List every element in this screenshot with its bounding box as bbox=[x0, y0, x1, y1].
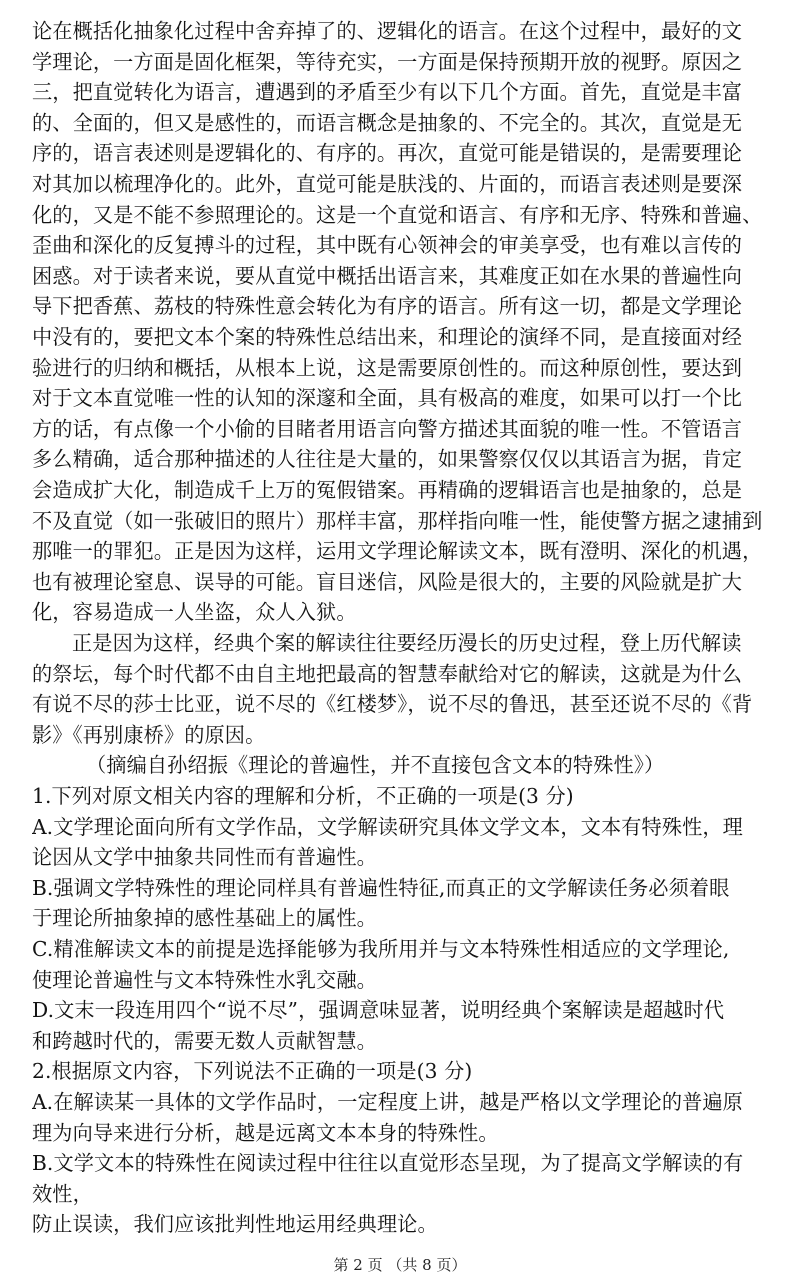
passage-line: 的祭坛，每个时代都不由自主地把最高的智慧奉献给对它的解读，这就是为什么 bbox=[32, 662, 743, 686]
question-1-option-line: C.精准解读文本的前提是选择能够为我所用并与文本特殊性相适应的文学理论, bbox=[32, 937, 730, 961]
passage-line: 方的话，有点像一个小偷的目睹者用语言向警方描述其面貌的唯一性。不管语言 bbox=[32, 417, 743, 441]
passage-line: 不及直觉（如一张破旧的照片）那样丰富，那样指向唯一性，能使警方据之逮捕到 bbox=[32, 509, 763, 533]
passage-line: 多么精确，适合那种描述的人往往是大量的，如果警察仅仅以其语言为据，肯定 bbox=[32, 447, 743, 471]
passage-line: 歪曲和深化的反复搏斗的过程，其中既有心领神会的审美享受，也有难以言传的 bbox=[32, 233, 743, 257]
passage-line: 会造成扩大化，制造成千上万的冤假错案。再精确的逻辑语言也是抽象的，总是 bbox=[32, 478, 743, 502]
passage-line: 困惑。对于读者来说，要从直觉中概括出语言来，其难度正如在水果的普遍性向 bbox=[32, 264, 743, 288]
passage-line: 中没有的，要把文本个案的特殊性总结出来，和理论的演绎不同，是直接面对经 bbox=[32, 325, 743, 349]
question-2-option-line: A.在解读某一具体的文学作品时，一定程度上讲，越是严格以文学理论的普遍原 bbox=[32, 1090, 743, 1114]
source-citation: （摘编自孙绍振《理论的普遍性，并不直接包含文本的特殊性》） bbox=[86, 753, 665, 777]
question-1-option-line: 和跨越时代的，需要无数人贡献智慧。 bbox=[32, 1029, 377, 1053]
question-2-option-line: 效性， bbox=[32, 1182, 93, 1206]
question-1-option-line: B.强调文学特殊性的理论同样具有普遍性特征,而真正的文学解读任务必须着眼 bbox=[32, 876, 730, 900]
passage-line: 论在概括化抽象化过程中舍弃掉了的、逻辑化的语言。在这个过程中，最好的文 bbox=[32, 19, 743, 43]
passage-line: 序的，语言表述则是逻辑化的、有序的。再次，直觉可能是错误的，是需要理论 bbox=[32, 141, 743, 165]
question-1-option-line: 使理论普遍性与文本特殊性水乳交融。 bbox=[32, 968, 377, 992]
passage-line: 正是因为这样，经典个案的解读往往要经历漫长的历史过程，登上历代解读 bbox=[72, 631, 742, 655]
passage-line: 那唯一的罪犯。正是因为这样，运用文学理论解读文本，既有澄明、深化的机遇， bbox=[32, 539, 763, 563]
question-1-option-line: A.文学理论面向所有文学作品，文学解读研究具体文学文本，文本有特殊性，理 bbox=[32, 815, 743, 839]
question-1-stem: 1.下列对原文相关内容的理解和分析，不正确的一项是(3 分) bbox=[32, 784, 574, 808]
question-2-option-line: 防止误读，我们应该批判性地运用经典理论。 bbox=[32, 1212, 438, 1236]
question-1-option-line: 论因从文学中抽象共同性而有普遍性。 bbox=[32, 845, 377, 869]
passage-line: 对于文本直觉唯一性的认知的深邃和全面，具有极高的难度，如果可以打一个比 bbox=[32, 386, 743, 410]
question-1-option-line: D.文末一段连用四个“说不尽”，强调意味显著，说明经典个案解读是超越时代 bbox=[32, 998, 725, 1022]
question-1-option-line: 于理论所抽象掉的感性基础上的属性。 bbox=[32, 906, 377, 930]
passage-line: 影》《再别康桥》的原因。 bbox=[32, 723, 266, 747]
question-2-stem: 2.根据原文内容，下列说法不正确的一项是(3 分) bbox=[32, 1059, 473, 1083]
question-2-option-line: 理为向导来进行分析，越是远离文本本身的特殊性。 bbox=[32, 1121, 499, 1145]
passage-line: 有说不尽的莎士比亚，说不尽的《红楼梦》，说不尽的鲁迅，甚至还说不尽的《背 bbox=[32, 692, 753, 716]
passage-line: 化的，又是不能不参照理论的。这是一个直觉和语言、有序和无序、特殊和普遍、 bbox=[32, 203, 763, 227]
passage-line: 化，容易造成一人坐盗，众人入狱。 bbox=[32, 600, 357, 624]
passage-line: 三，把直觉转化为语言，遭遇到的矛盾至少有以下几个方面。首先，直觉是丰富 bbox=[32, 80, 743, 104]
page-number: 第 2 页 （共 8 页） bbox=[333, 1256, 467, 1274]
passage-line: 对其加以梳理净化的。此外，直觉可能是肤浅的、片面的，而语言表述则是要深 bbox=[32, 172, 743, 196]
question-2-option-line: B.文学文本的特殊性在阅读过程中往往以直觉形态呈现，为了提高文学解读的有 bbox=[32, 1151, 744, 1175]
passage-line: 也有被理论窒息、误导的可能。盲目迷信，风险是很大的，主要的风险就是扩大 bbox=[32, 570, 743, 594]
passage-line: 学理论，一方面是固化框架，等待充实，一方面是保持预期开放的视野。原因之 bbox=[32, 50, 743, 74]
passage-line: 的、全面的，但又是感性的，而语言概念是抽象的、不完全的。其次，直觉是无 bbox=[32, 111, 743, 135]
passage-line: 验进行的归纳和概括，从根本上说，这是需要原创性的。而这种原创性，要达到 bbox=[32, 356, 743, 380]
passage-line: 导下把香蕉、荔枝的特殊性意会转化为有序的语言。所有这一切，都是文学理论 bbox=[32, 294, 743, 318]
